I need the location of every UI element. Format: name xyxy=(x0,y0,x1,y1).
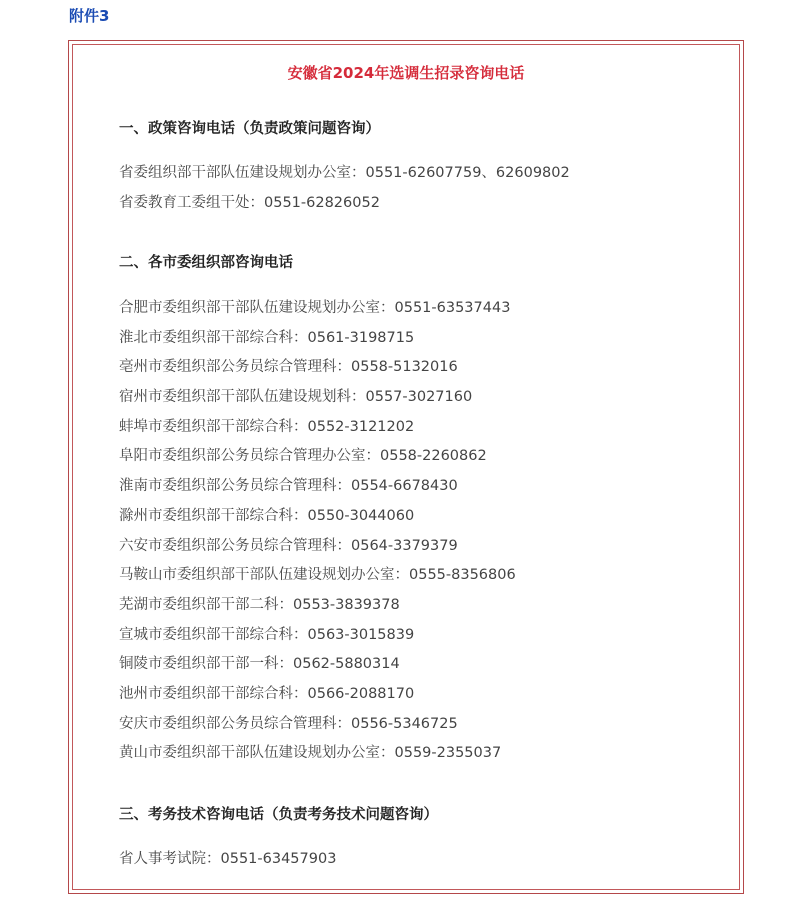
contact-entry: 黄山市委组织部干部队伍建设规划办公室：0559-2355037 xyxy=(119,745,502,762)
contact-entry: 省委教育工委组干处：0551-62826052 xyxy=(119,194,380,211)
contact-entry: 池州市委组织部干部综合科：0566-2088170 xyxy=(119,685,415,702)
contact-entry: 铜陵市委组织部干部一科：0562-5880314 xyxy=(119,656,400,673)
contact-entry: 六安市委组织部公务员综合管理科：0564-3379379 xyxy=(119,537,458,554)
contact-entry: 宣城市委组织部干部综合科：0563-3015839 xyxy=(119,626,415,643)
contact-entry: 合肥市委组织部干部队伍建设规划办公室：0551-63537443 xyxy=(119,300,511,316)
contact-entry: 阜阳市委组织部公务员综合管理办公室：0558-2260862 xyxy=(119,448,487,465)
section-heading-policy: 一、政策咨询电话（负责政策问题咨询） xyxy=(119,121,380,137)
contact-entry: 亳州市委组织部公务员综合管理科：0558-5132016 xyxy=(119,359,458,376)
attachment-label: 附件3 xyxy=(69,7,110,25)
contact-entry: 蚌埠市委组织部干部综合科：0552-3121202 xyxy=(119,418,415,435)
contact-entry: 芜湖市委组织部干部二科：0553-3839378 xyxy=(119,596,400,613)
section-heading-exam-tech: 三、考务技术咨询电话（负责考务技术问题咨询） xyxy=(119,807,438,823)
document-frame xyxy=(68,40,744,894)
contact-entry: 淮北市委组织部干部综合科：0561-3198715 xyxy=(119,329,415,346)
contact-entry: 淮南市委组织部公务员综合管理科：0554-6678430 xyxy=(119,478,458,495)
policy-contact-list xyxy=(119,159,570,218)
contact-entry: 马鞍山市委组织部干部队伍建设规划办公室：0555-8356806 xyxy=(119,567,516,584)
contact-entry: 省委组织部干部队伍建设规划办公室：0551-62607759、62609802 xyxy=(119,165,570,181)
contact-entry: 省人事考试院：0551-63457903 xyxy=(119,851,337,867)
section-heading-city: 二、各市委组织部咨询电话 xyxy=(119,255,293,271)
city-contact-list xyxy=(119,294,516,769)
contact-entry: 安庆市委组织部公务员综合管理科：0556-5346725 xyxy=(119,715,458,732)
contact-entry: 滁州市委组织部干部综合科：0550-3044060 xyxy=(119,507,415,524)
document-title: 安徽省2024年选调生招录咨询电话 xyxy=(287,64,525,82)
contact-entry: 宿州市委组织部干部队伍建设规划科：0557-3027160 xyxy=(119,389,473,406)
exam-tech-contact-list xyxy=(119,845,336,875)
